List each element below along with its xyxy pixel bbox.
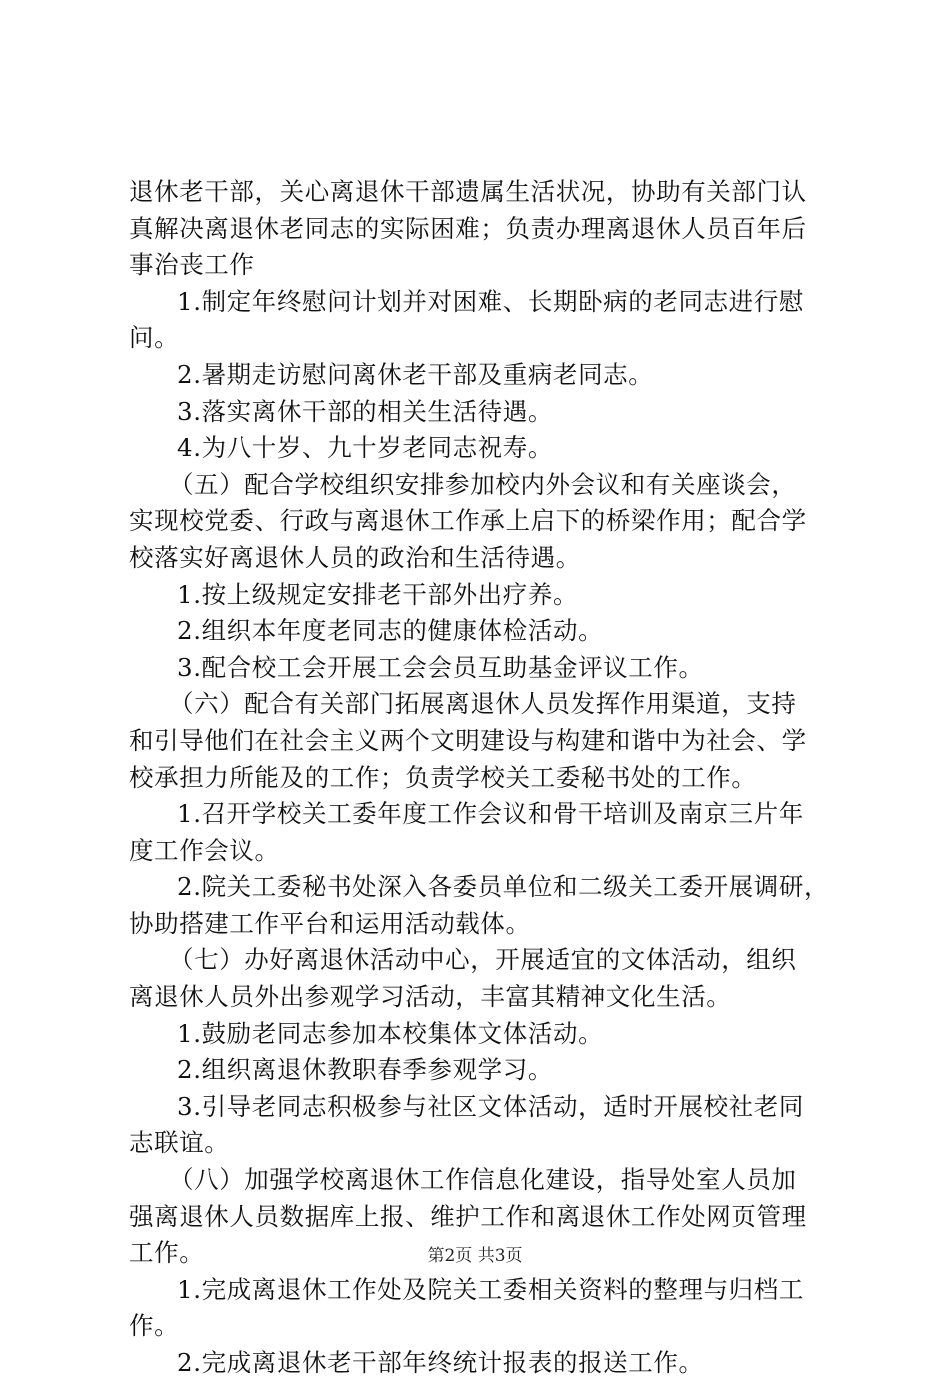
- text-line: 校承担力所能及的工作；负责学校关工委秘书处的工作。: [129, 762, 757, 792]
- text-line: 真解决离退休老同志的实际困难；负责办理离退休人员百年后: [129, 213, 807, 243]
- text-line: 1.鼓励老同志参加本校集体文体活动。: [177, 1018, 604, 1048]
- text-line: 和引导他们在社会主义两个文明建设与构建和谐中为社会、学: [129, 725, 807, 755]
- text-line: 2.组织本年度老同志的健康体检活动。: [177, 616, 604, 646]
- text-line: 4.为八十岁、九十岁老同志祝寿。: [177, 433, 553, 463]
- text-line: 2.完成离退休老干部年终统计报表的报送工作。: [177, 1348, 704, 1377]
- text-line: 事治丧工作: [129, 250, 255, 280]
- text-line: 协助搭建工作平台和运用活动载体。: [129, 908, 531, 938]
- text-line: 校落实好离退休人员的政治和生活待遇。: [129, 542, 581, 572]
- document-body: [129, 174, 829, 1382]
- text-line: 退休老干部，关心离退休干部遗属生活状况，协助有关部门认: [129, 177, 807, 206]
- text-line: （六）配合有关部门拓展离退休人员发挥作用渠道，支持: [169, 689, 797, 719]
- text-line: 2.组织离退休教职春季参观学习。: [177, 1055, 553, 1085]
- text-line: 度工作会议。: [129, 835, 280, 865]
- text-line: 2.院关工委秘书处深入各委员单位和二级关工委开展调研，: [177, 872, 830, 902]
- text-line: 1.制定年终慰问计划并对困难、长期卧病的老同志进行慰: [177, 286, 804, 316]
- page-footer: 第2页 共3页: [427, 1246, 523, 1266]
- text-line: 实现校党委、行政与离退休工作承上启下的桥梁作用；配合学: [129, 506, 807, 536]
- text-line: 1.完成离退休工作处及院关工委相关资料的整理与归档工: [177, 1274, 804, 1304]
- text-line: 离退休人员外出参观学习活动，丰富其精神文化生活。: [129, 982, 732, 1012]
- text-line: 作。: [129, 1311, 180, 1341]
- text-line: 3.落实离休干部的相关生活待遇。: [177, 396, 553, 426]
- text-line: （五）配合学校组织安排参加校内外会议和有关座谈会，: [169, 469, 797, 499]
- text-line: 3.配合校工会开展工会会员互助基金评议工作。: [177, 652, 704, 682]
- text-line: 1.召开学校关工委年度工作会议和骨干培训及南京三片年: [177, 799, 804, 829]
- text-line: 3.引导老同志积极参与社区文体活动，适时开展校社老同: [177, 1091, 804, 1121]
- text-line: 2.暑期走访慰问离休老干部及重病老同志。: [177, 359, 654, 389]
- text-line: 问。: [129, 323, 180, 353]
- text-line: （八）加强学校离退休工作信息化建设，指导处室人员加: [169, 1165, 797, 1195]
- text-line: 工作。: [129, 1238, 205, 1268]
- text-line: （七）办好离退休活动中心，开展适宜的文体活动，组织: [169, 945, 797, 975]
- text-line: 志联谊。: [129, 1128, 230, 1158]
- text-line: 1.按上级规定安排老干部外出疗养。: [177, 579, 579, 609]
- text-line: 强离退休人员数据库上报、维护工作和离退休工作处网页管理: [129, 1201, 807, 1231]
